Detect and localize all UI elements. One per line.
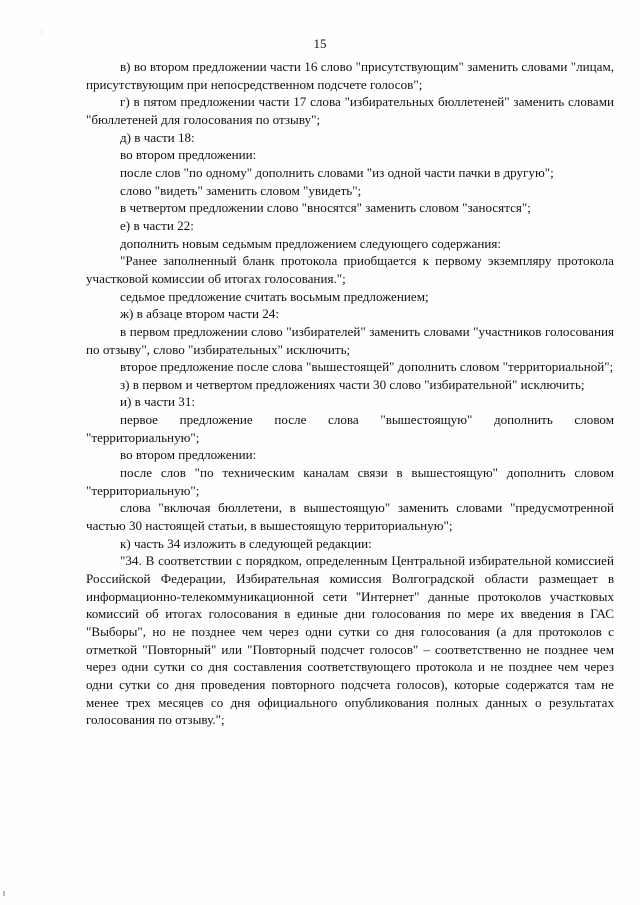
paragraph-z-part-30: з) в первом и четвертом предложениях части 30 слово "избирательной" исключить; xyxy=(120,376,585,392)
paragraph-vyshestoyaschey: второе предложение после слова "вышестоящей" дополнить словом "территориальной"; xyxy=(120,359,614,375)
paragraph-vklyuchaya-byulleteni: слова "включая бюллетени, в вышестоящую" заменить словами "предусмотренной частью 30 настоящей статьи, в вышестоящую территориальную"; xyxy=(86,500,614,534)
paragraph-videt: слово "видеть" заменить словом "увидеть"; xyxy=(120,182,362,198)
paragraph-e-part-22: е) в части 22: xyxy=(120,217,194,233)
paragraph-vnosyatsya: в четвертом предложении слово "вносятся" заменить словом "заносятся"; xyxy=(120,200,531,216)
paragraph-izbirateley: в первом предложении слово "избирателей" заменить словами "участников голосования по отзыву", слово "избирательных" исключить; xyxy=(86,323,614,357)
paragraph-k-part-34: к) часть 34 изложить в следующей редакции: xyxy=(120,535,372,551)
paragraph-second-sentence-31: во втором предложении: xyxy=(120,447,257,463)
paragraph-d-part-18: д) в части 18: xyxy=(120,129,195,145)
page-number: 15 xyxy=(313,36,327,51)
paragraph-first-sentence: первое предложение после слова "вышестоящую" дополнить словом "территориальную"; xyxy=(86,412,614,445)
paragraph-part-34-text: "34. В соответствии с порядком, определенным Центральной избирательной комиссией Российской Федерации, Избирательная комиссия Волгоградской области размещает в информационно-телекоммуникационной сети "Интернет" данные протоколов участковых комиссий об итогах голосования в единые дни голосования по мере их введения в ГАС "Выборы", но не позднее чем через одни сутки со дня голосования (а для протоколов с отметкой "Повторный" или "Повторный подсчет голосов" – соответственно не позднее чем через одни сутки со дня составления соответствующего протокола и не позднее чем через одни сутки со дня проведения повторного подсчета голосов), которые содержатся там не менее трех месяцев со дня официального опубликования полных данных о результатах голосования по отзыву."; xyxy=(86,553,614,728)
paragraph-second-sentence: во втором предложении: xyxy=(120,147,257,163)
paragraph-v-part-16: в) во втором предложении части 16 слово "присутствующим" заменить словами "лицам, присутствующим при непосредственном подсчете голосов"; xyxy=(86,59,614,92)
paragraph-g-part-17: г) в пятом предложении части 17 слова "избирательных бюллетеней" заменить словами "бюллетеней для голосования по отзыву"; xyxy=(86,94,614,127)
paragraph-zh-part-24: ж) в абзаце втором части 24: xyxy=(120,306,279,322)
paragraph-add-seventh-sentence: дополнить новым седьмым предложением следующего содержания: xyxy=(120,235,502,251)
scan-edge-mark xyxy=(3,891,5,896)
faint-scan-mark: бб xyxy=(38,30,45,36)
paragraph-seventh-to-eighth: седьмое предложение считать восьмым предложением; xyxy=(120,288,429,304)
document-body xyxy=(86,58,614,729)
paragraph-po-odnomu: после слов "по одному" дополнить словами "из одной части пачки в другую"; xyxy=(120,164,554,180)
paragraph-i-part-31: и) в части 31: xyxy=(120,394,196,410)
paragraph-quoted-blank: "Ранее заполненный бланк протокола приобщается к первому экземпляру протокола участковой комиссии об итогах голосования."; xyxy=(86,253,614,286)
paragraph-technical-channels: после слов "по техническим каналам связи в вышестоящую" дополнить словом "территориальную"; xyxy=(86,465,614,498)
